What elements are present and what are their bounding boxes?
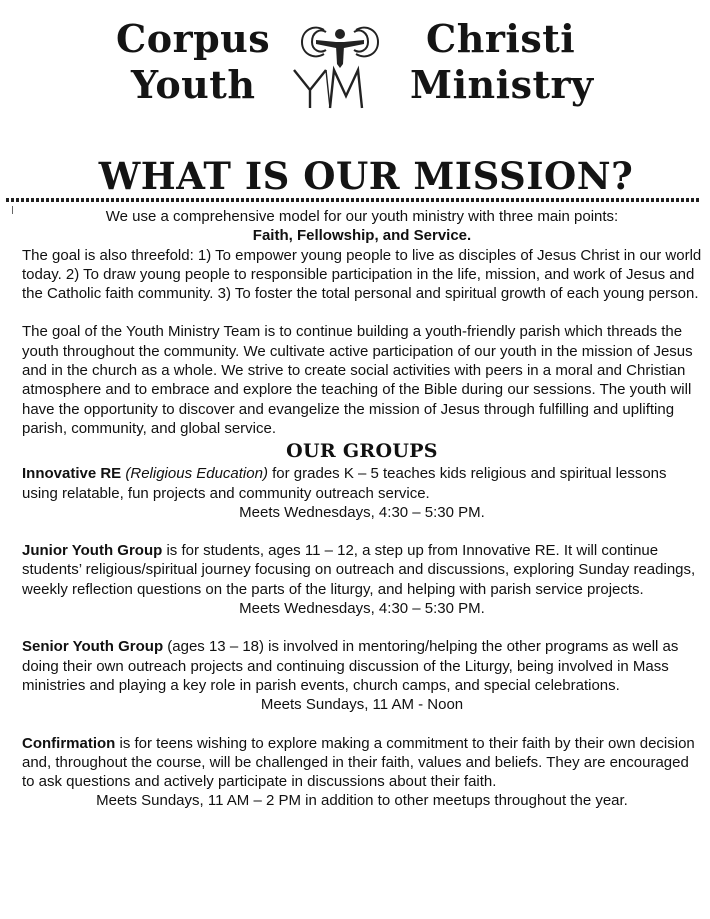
three-points: Faith, Fellowship, and Service. [252, 227, 472, 245]
group-text: (ages 13 – 18) is involved in mentoring/helping the other programs as well as doing their own outreach projects and continuing discussion of the Liturgy, being involved in Mass ministries and playing a key role in parish events, church camps, and special celebrations. [22, 638, 679, 694]
groups-heading: OUR GROUPS [286, 440, 438, 463]
dotted-divider [6, 198, 701, 202]
header-word-ministry: Ministry [410, 62, 594, 107]
page-title: WHAT IS OUR MISSION? [98, 154, 634, 198]
page-header [0, 14, 710, 114]
scan-mark [12, 206, 13, 214]
document-body [22, 207, 702, 811]
goal-paragraph: The goal is also threefold: 1) To empower young people to live as disciples of Jesus Christ in our world today. 2) To draw young people to responsible participation in the life, mission, and work of Jesus and the Catholic faith community. 3) To foster the total personal and spiritual growth of each young person. [22, 246, 702, 303]
team-paragraph: The goal of the Youth Ministry Team is to continue building a youth-friendly parish which threads the youth throughout the community. We cultivate active participation of our youth in the mission of Jesus and in the church as a whole. We strive to create social activities with peers in a moral and Christian atmosphere and to embrace and explore the teaching of the Bible during our sessions. The youth will have the opportunity to discover and evangelize the mission of Jesus through fulfilling and uplifting parish, community, and global service. [22, 323, 693, 437]
meeting-time: Meets Sundays, 11 AM – 2 PM in addition to other meetups throughout the year. [96, 792, 628, 810]
group-text: for grades K – 5 teaches kids religious and spiritual lessons using relatable, fun projects and community outreach service. [22, 465, 667, 502]
group-name: Senior Youth Group [22, 638, 164, 656]
header-word-christi: Christi [426, 16, 576, 61]
header-word-corpus: Corpus [116, 16, 271, 61]
ministry-logo [290, 18, 390, 110]
group-text: is for teens wishing to explore making a commitment to their faith by their own decision and, throughout the course, will be challenged in their faith, values and beliefs. They are encouraged to ask questions and actively participate in discussions about their faith. [22, 734, 695, 791]
group-name: Innovative RE [22, 465, 122, 483]
group-name: Junior Youth Group [22, 542, 163, 560]
group-name-note: (Religious Education) [125, 465, 268, 483]
meeting-time: Meets Sundays, 11 AM - Noon [260, 696, 464, 714]
group-description [22, 734, 702, 792]
group-description [22, 637, 702, 695]
crucifix-figure-icon [290, 18, 390, 110]
intro-line: We use a comprehensive model for our youth ministry with three main points: [105, 208, 619, 225]
group-description [22, 541, 702, 599]
meeting-time: Meets Wednesdays, 4:30 – 5:30 PM. [239, 503, 485, 521]
header-word-youth: Youth [131, 62, 256, 107]
group-description [22, 464, 702, 503]
group-name: Confirmation [22, 734, 116, 752]
group-text: is for students, ages 11 – 12, a step up from Innovative RE. It will continue students’ religious/spiritual journey focusing on outreach and discussions, exploring Sunday readings, weekly reflection questions on the parts of the liturgy, and helping with parish service projects. [22, 542, 696, 598]
meeting-time: Meets Wednesdays, 4:30 – 5:30 PM. [239, 600, 485, 618]
